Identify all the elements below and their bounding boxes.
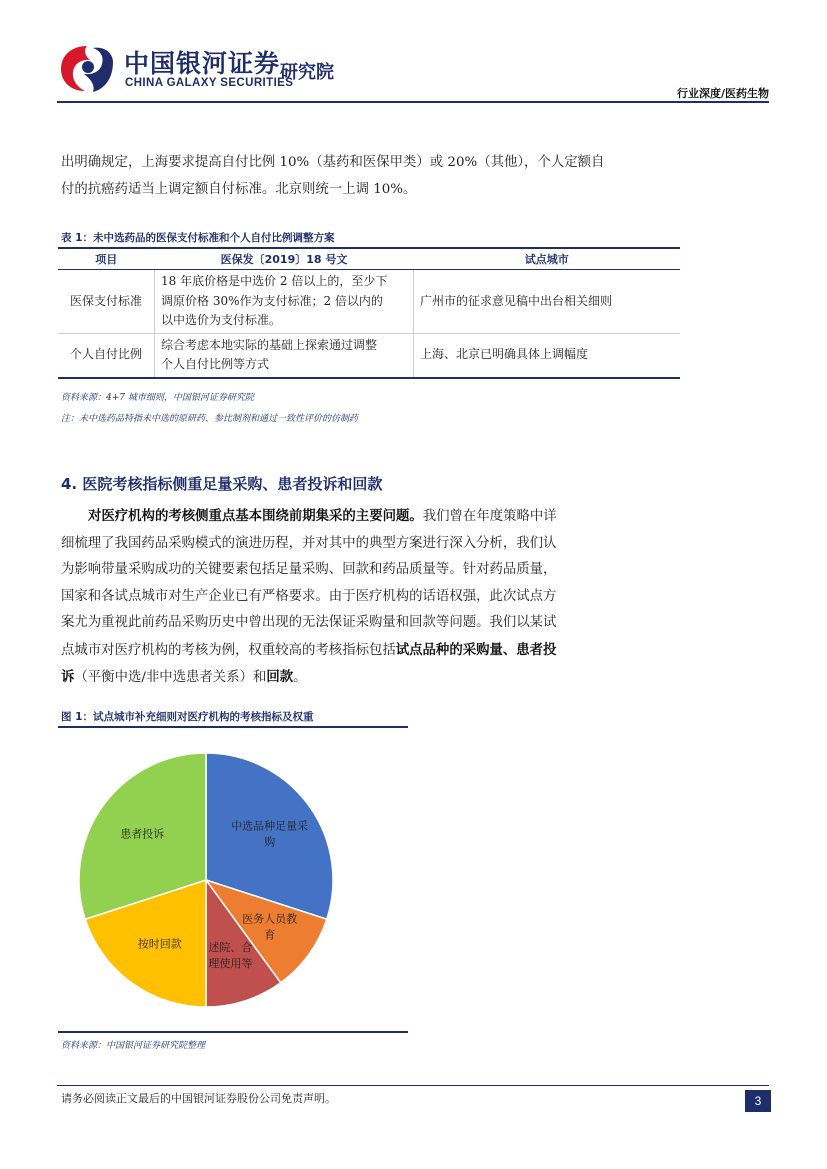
pie-slice-label: 医务人员教育 (242, 912, 298, 942)
table-cell-line: 调原价格 30%作为支付标准；2 倍以内的 (161, 293, 383, 308)
figure-caption: 图 1：试点城市补充细则对医疗机构的考核指标及权重 (61, 711, 314, 723)
brand-logo-icon (57, 42, 117, 94)
body-text: 。 (293, 670, 307, 685)
table-note: 注：未中选药品特指未中选的原研药、参比制剂和通过一致性评价的仿制药 (61, 414, 359, 424)
intro-line-2: 付的抗癌药适当上调定额自付标准。北京则统一上调 10%。 (61, 181, 417, 197)
table-cell-doc (155, 270, 414, 334)
table-header-cell: 医保发〔2019〕18 号文 (155, 248, 414, 270)
pie-slice-label: 患者投诉 (120, 827, 165, 841)
pie-slice-label: 中选品种足量采购 (231, 819, 309, 849)
body-bold: 回款 (266, 669, 294, 685)
payment-standard-table (58, 248, 680, 379)
body-line: 为影响带量采购成功的关键要素包括足量采购、回款和药品质量等。针对药品质量， (61, 562, 557, 577)
body-bold: 诉 (61, 669, 75, 685)
brand-institute: 研究院 (280, 62, 334, 83)
body-bold: 患者投 (516, 641, 557, 658)
table-cell-line: 18 年底价格是中选价 2 倍以上的，至少下 (161, 274, 388, 288)
intro-paragraph (61, 150, 661, 203)
body-line (61, 503, 631, 531)
body-bold: 试点品种的采购量 (395, 641, 503, 658)
body-text: （平衡中选/非中选患者关系）和 (74, 670, 267, 685)
table-row (58, 333, 680, 378)
brand-name-cn: 中国银河证券 (124, 49, 281, 78)
table-header-row (58, 248, 680, 270)
body-text: 点城市对医疗机构的考核为例，权重较高的考核指标包括 (61, 642, 396, 658)
figure-source: 资料来源：中国银河证券研究院整理 (61, 1041, 206, 1051)
table-row (58, 270, 680, 334)
table-header-cell: 项目 (58, 248, 155, 270)
figure-top-rule (58, 726, 408, 728)
pie-slice-label: 述院、合理使用等 (208, 940, 253, 970)
table-cell-city: 上海、北京已明确具体上调幅度 (414, 333, 681, 378)
body-line: 细梳理了我国药品采购模式的演进历程，并对其中的典型方案进行深入分析，我们认 (61, 535, 557, 551)
figure-bottom-rule (58, 1031, 408, 1033)
body-line (61, 664, 631, 692)
table-cell-line: 以中选价为支付标准。 (161, 313, 282, 327)
table-cell-city: 广州市的征求意见稿中出台相关细则 (414, 270, 681, 334)
table-header-cell: 试点城市 (414, 248, 681, 270)
brand-name-en: CHINA GALAXY SECURITIES (125, 77, 294, 89)
table-cell-item: 医保支付标准 (58, 270, 155, 334)
body-line: 国家和各试点城市对生产企业已有严格要求。由于医疗机构的话语权强，此次试点方 (61, 588, 557, 604)
page-number: 3 (745, 1090, 771, 1112)
table-cell-line: 综合考虑本地实际的基础上探索通过调整 (161, 337, 378, 352)
report-category: 行业深度/医药生物 (676, 87, 769, 100)
body-line: 案尤为重视此前药品采购历史中曾出现的无法保证采购量和回款等问题。我们以某试 (61, 615, 557, 630)
table-caption: 表 1：未中选药品的医保支付标准和个人自付比例调整方案 (61, 232, 335, 244)
header-divider (57, 101, 769, 103)
footer-disclaimer: 请务必阅读正文最后的中国银河证券股份公司免责声明。 (61, 1092, 336, 1105)
table-source: 资料来源：4+7 城市细则，中国银河证券研究院 (61, 393, 254, 403)
table-cell-doc (155, 333, 414, 378)
table-cell-item: 个人自付比例 (58, 333, 155, 378)
intro-line-1: 出明确规定，上海要求提高自付比例 10%（基药和医保甲类）或 20%（其他），个人定额自 (61, 155, 605, 170)
body-text: 我们曾在年度策略中详 (422, 509, 557, 524)
section-title: 4. 医院考核指标侧重足量采购、患者投诉和回款 (61, 475, 383, 493)
body-bold: 、 (502, 641, 517, 658)
table-cell-line: 个人自付比例等方式 (161, 357, 270, 371)
body-line (61, 637, 631, 665)
body-paragraph (61, 503, 631, 692)
footer-divider (57, 1085, 769, 1086)
body-bold-lead: 对医疗机构的考核侧重点基本围绕前期集采的主要问题。 (88, 508, 423, 524)
pie-chart (58, 730, 408, 1030)
pie-slice-label: 按时回款 (137, 937, 182, 951)
